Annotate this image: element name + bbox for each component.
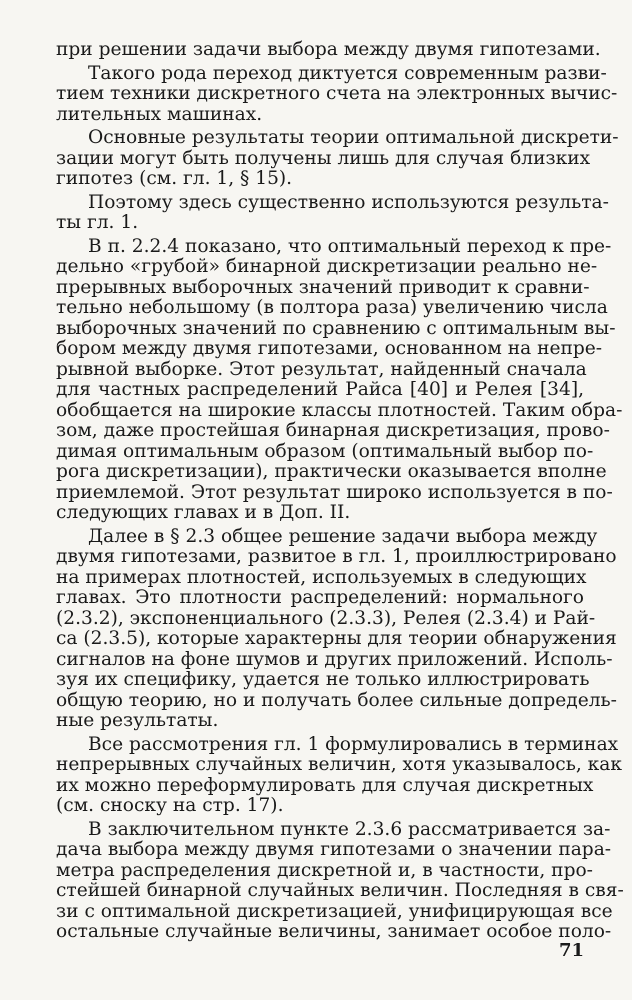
paragraph [56, 818, 624, 943]
text-line: рога дискретизации), практически оказывается вполне [56, 461, 607, 482]
text-line: рывной выборке. Этот результат, найденный сначала [56, 358, 587, 380]
text-line: са (2.3.5), которые характерны для теории обнаружения [56, 628, 617, 649]
page-body [56, 39, 624, 943]
text-line: метра распределения дискретной и, в частности, про- [56, 859, 593, 881]
text-line: двумя гипотезами, развитое в гл. 1, проиллюстрировано [56, 546, 617, 567]
text-line: ты гл. 1. [56, 212, 139, 233]
text-line: Такого рода переход диктуется современным разви- [88, 62, 607, 84]
paragraph [56, 525, 617, 732]
text-line: Поэтому здесь существенно используются результа- [88, 191, 609, 213]
text-line: (2.3.2), экспоненциального (2.3.3), Релея (2.3.4) и Рай- [56, 607, 596, 629]
text-line: прерывных выборочных значений приводит к сравни- [56, 276, 590, 298]
paragraph [56, 733, 622, 817]
text-line: сигналов на фоне шумов и других приложений. Исполь- [56, 648, 613, 670]
text-line: их можно переформулировать для случая дискретных [56, 774, 594, 796]
text-line: стейшей бинарной случайных величин. Последняя в свя- [56, 880, 624, 901]
text-line: димая оптимальным образом (оптимальный выбор по- [56, 440, 594, 462]
text-line: для частных распределений Райса [40] и Релея [34], [56, 379, 584, 400]
text-line: В п. 2.2.4 показано, что оптимальный переход к пре- [88, 235, 612, 257]
paragraph [56, 191, 609, 234]
text-line: непрерывных случайных величин, хотя указывалось, как [56, 754, 622, 775]
text-line: тием техники дискретного счета на электронных вычис- [56, 83, 618, 104]
text-line: зом, даже простейшая бинарная дискретизация, прово- [56, 420, 610, 441]
text-line: обобщается на широкие классы плотностей. Таким обра- [56, 399, 623, 421]
text-line: В заключительном пункте 2.3.6 рассматривается за- [88, 818, 611, 840]
text-line: дельно «грубой» бинарной дискретизации реально не- [56, 256, 598, 277]
text-line: зуя их специфику, удается не только иллюстрировать [56, 669, 590, 690]
text-line: при решении задачи выбора между двумя гипотезами. [56, 39, 601, 60]
text-line: остальные случайные величины, занимает особое поло- [56, 921, 612, 942]
text-line: лительных машинах. [56, 103, 263, 125]
text-line: выборочных значений по сравнению с оптимальным вы- [56, 317, 616, 339]
page-number: 71 [558, 940, 584, 961]
paragraph [56, 62, 618, 126]
text-line: зи с оптимальной дискретизацией, унифицирующая все [56, 900, 613, 922]
text-line: ные результаты. [56, 710, 219, 731]
text-line: дача выбора между двумя гипотезами о значении пара- [56, 839, 612, 860]
paragraph [56, 127, 619, 190]
text-line: гипотез (см. гл. 1, § 15). [56, 168, 293, 189]
text-line: (см. сноску на стр. 17). [56, 795, 284, 816]
text-line: Основные результаты теории оптимальной дискрети- [88, 127, 619, 148]
text-line: бором между двумя гипотезами, основанном на непре- [56, 338, 603, 359]
text-line: следующих главах и в Доп. II. [56, 502, 351, 523]
text-line: главах. Это плотности распределений: нормального [56, 587, 584, 608]
text-line: Далее в § 2.3 общее решение задачи выбора между [88, 525, 598, 547]
text-line: зации могут быть получены лишь для случая близких [56, 147, 591, 169]
text-line: на примерах плотностей, используемых в следующих [56, 566, 587, 588]
text-line: общую теорию, но и получать более сильные допредель- [56, 689, 617, 711]
paragraph [56, 39, 601, 61]
paragraph [56, 235, 623, 524]
text-line: приемлемой. Этот результат широко используется в по- [56, 481, 613, 503]
text-line: тельно небольшому (в полтора раза) увеличению числа [56, 297, 608, 318]
text-line: Все рассмотрения гл. 1 формулировались в терминах [88, 733, 619, 755]
